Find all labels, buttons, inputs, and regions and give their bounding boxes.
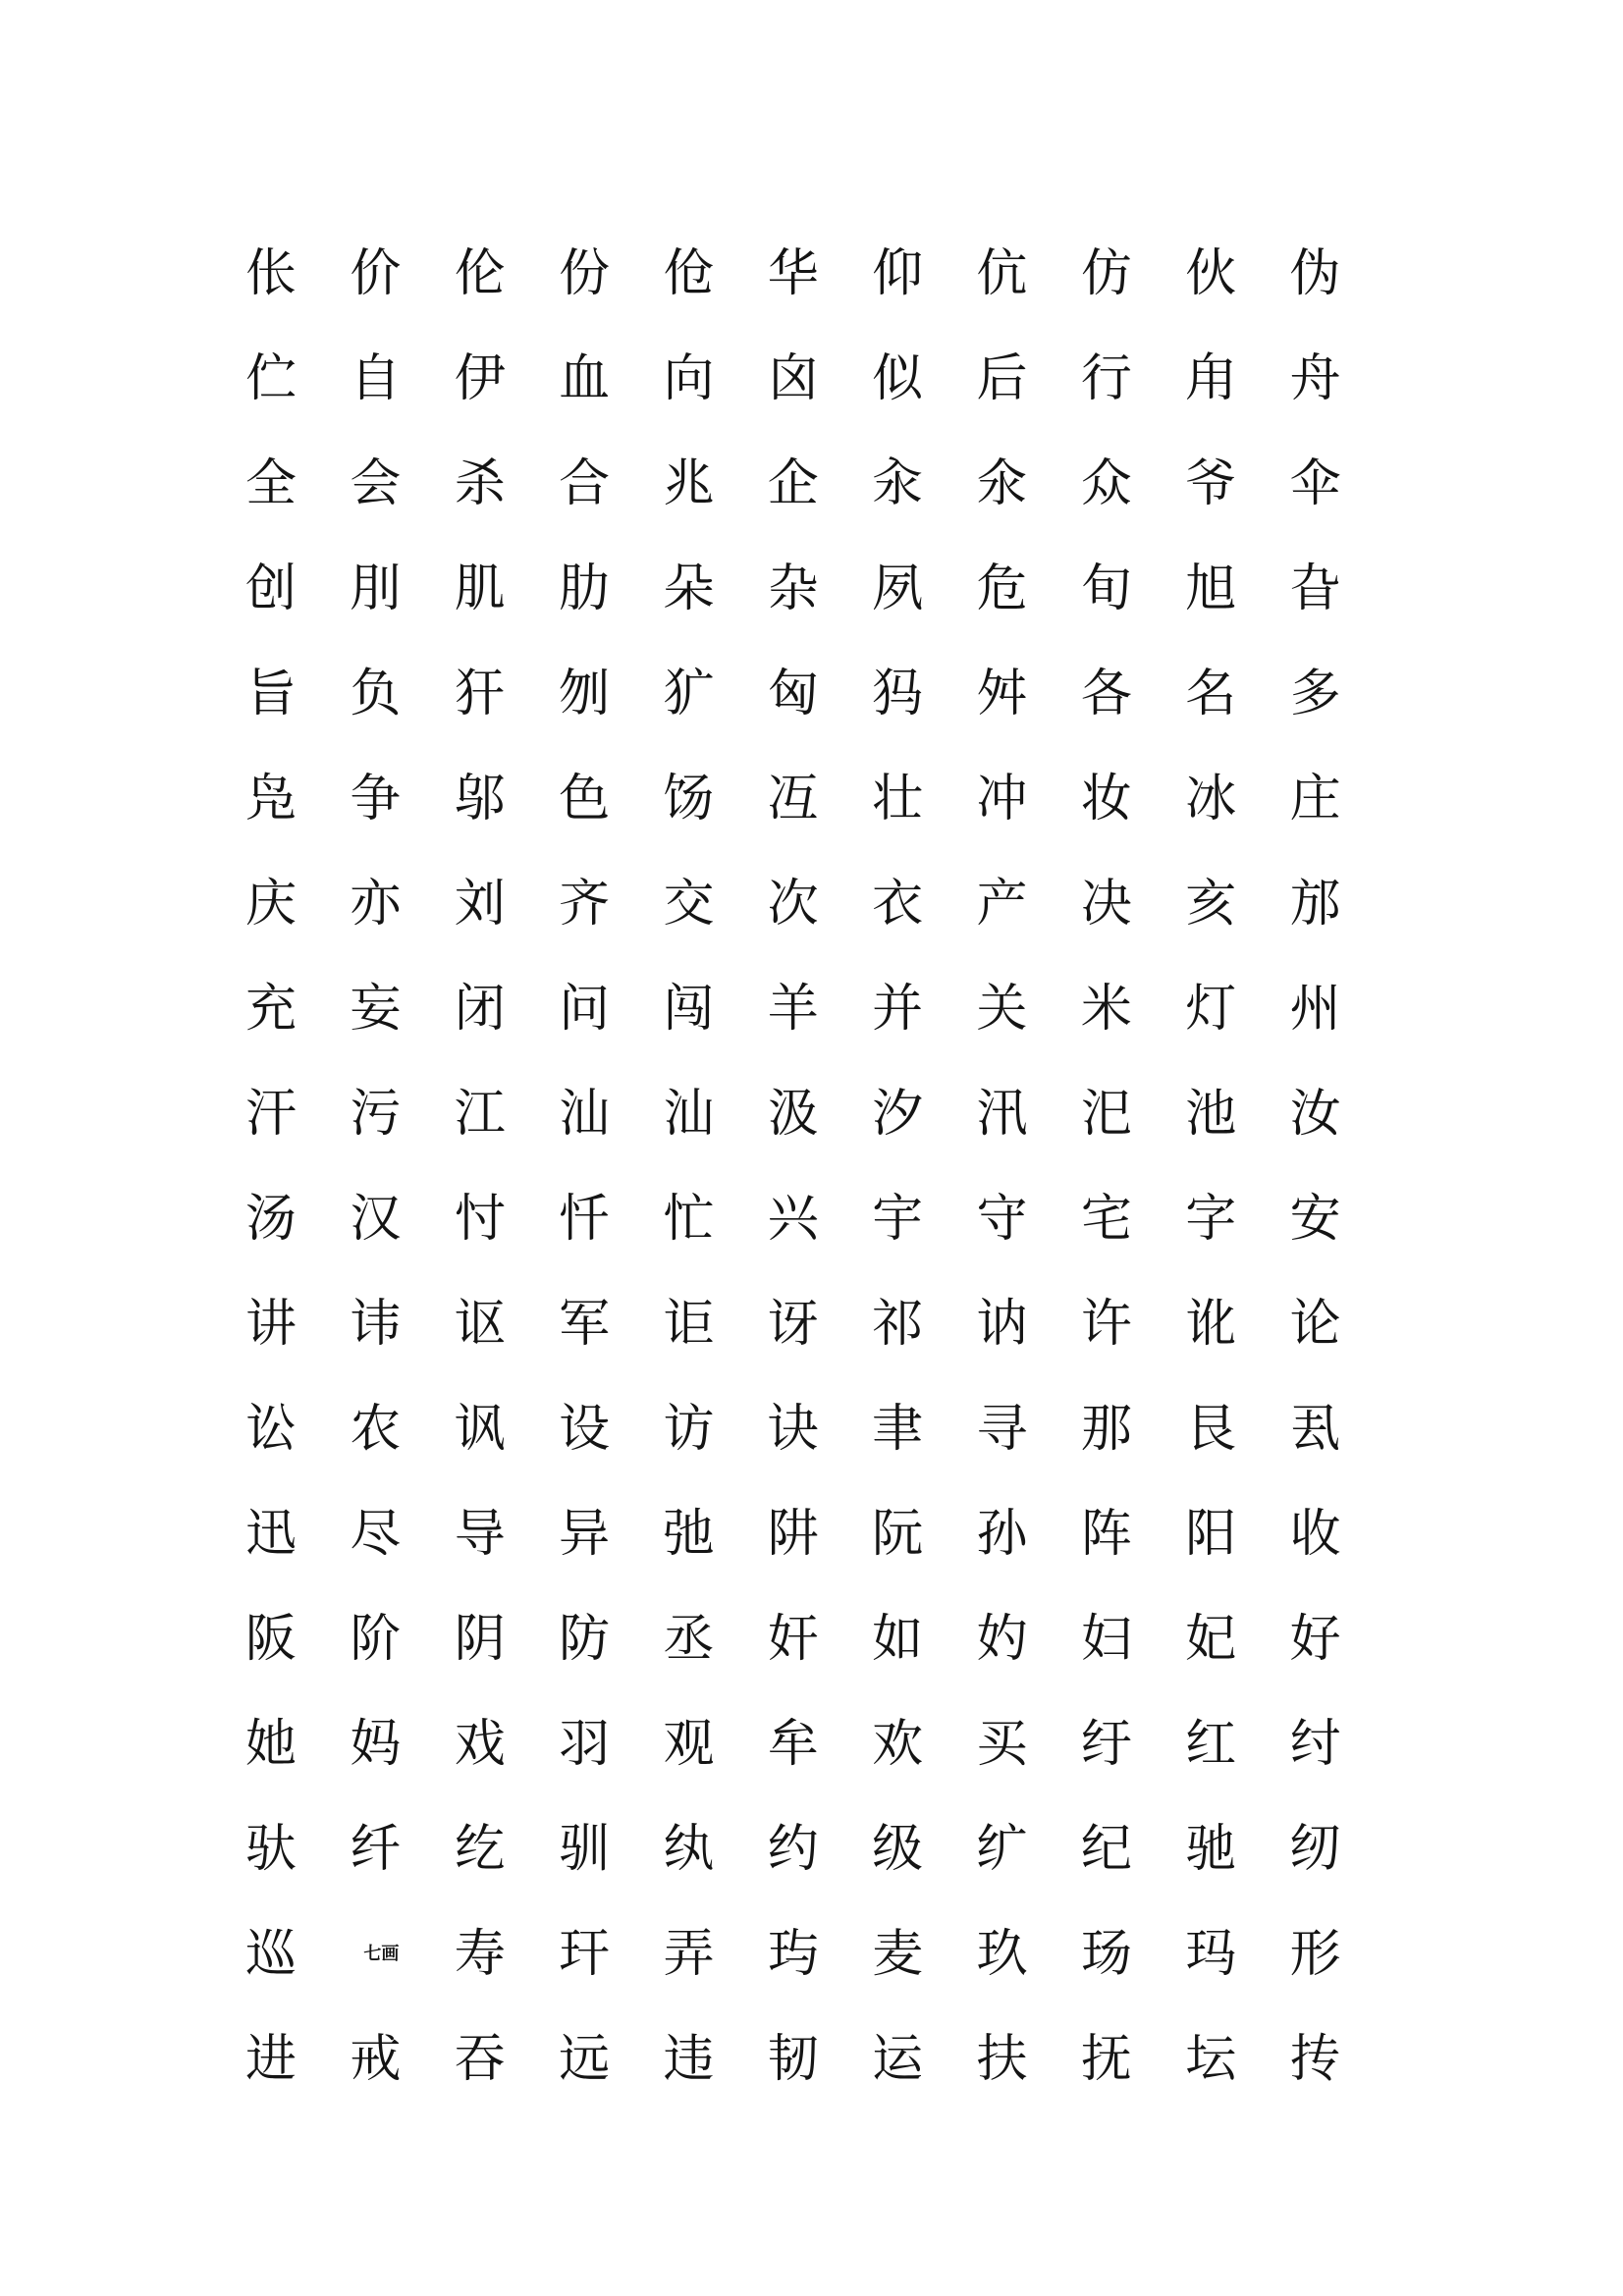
character-cell: 肌 xyxy=(454,559,506,618)
character-cell: 旬 xyxy=(1080,559,1132,618)
character-cell: 合 xyxy=(559,454,611,513)
character-cell: 兆 xyxy=(663,454,715,513)
character-cell: 孙 xyxy=(976,1504,1028,1564)
character-cell: 导 xyxy=(454,1504,506,1564)
character-row xyxy=(245,221,1394,326)
character-cell: 旮 xyxy=(1289,559,1341,618)
character-cell: 收 xyxy=(1289,1504,1341,1564)
character-cell: 汝 xyxy=(1289,1084,1341,1144)
character-cell: 寿 xyxy=(454,1924,506,1984)
character-cell: 红 xyxy=(1185,1714,1237,1774)
character-cell: 犴 xyxy=(454,664,506,723)
character-cell: 似 xyxy=(872,348,924,408)
character-cell: 闯 xyxy=(663,979,715,1039)
character-cell: 负 xyxy=(350,664,402,723)
character-row xyxy=(245,1376,1394,1481)
character-cell: 约 xyxy=(767,1819,819,1879)
character-cell: 旭 xyxy=(1185,559,1237,618)
character-cell: 夙 xyxy=(872,559,924,618)
character-cell: 讷 xyxy=(976,1294,1028,1354)
character-cell: 汕 xyxy=(663,1084,715,1144)
character-cell: 犸 xyxy=(872,664,924,723)
character-cell: 妁 xyxy=(976,1609,1028,1669)
character-cell: 冱 xyxy=(767,769,819,828)
character-cell: 江 xyxy=(454,1084,506,1144)
character-cell: 抟 xyxy=(1289,2029,1341,2089)
character-cell: 那 xyxy=(1080,1399,1132,1459)
character-cell: 艮 xyxy=(1185,1399,1237,1459)
character-cell: 阱 xyxy=(767,1504,819,1564)
character-cell: 阪 xyxy=(245,1609,298,1669)
character-cell: 驮 xyxy=(245,1819,298,1879)
character-row xyxy=(245,1796,1394,1901)
character-cell: 妃 xyxy=(1185,1609,1237,1669)
character-cell: 驰 xyxy=(1185,1819,1237,1879)
character-cell: 韧 xyxy=(767,2029,819,2089)
character-cell: 她 xyxy=(245,1714,298,1774)
character-cell: 庆 xyxy=(245,874,298,934)
character-cell: 阶 xyxy=(350,1609,402,1669)
character-cell: 汗 xyxy=(245,1084,298,1144)
character-cell: 农 xyxy=(350,1399,402,1459)
character-cell: 汛 xyxy=(976,1084,1028,1144)
character-cell: 妈 xyxy=(350,1714,402,1774)
character-cell: 争 xyxy=(350,769,402,828)
character-cell: 自 xyxy=(350,348,402,408)
character-row xyxy=(245,1061,1394,1166)
section-label: 七画 xyxy=(363,1943,400,1964)
character-row xyxy=(245,1166,1394,1271)
character-cell: 亥 xyxy=(1185,874,1237,934)
character-cell: 玙 xyxy=(767,1924,819,1984)
character-cell: 州 xyxy=(1289,979,1341,1039)
character-cell: 匈 xyxy=(767,664,819,723)
character-cell: 朵 xyxy=(663,559,715,618)
character-cell: 充 xyxy=(245,979,298,1039)
character-cell: 灯 xyxy=(1185,979,1237,1039)
character-cell: 进 xyxy=(245,2029,298,2089)
character-cell: 弛 xyxy=(663,1504,715,1564)
character-cell: 庄 xyxy=(1289,769,1341,828)
character-cell: 诀 xyxy=(767,1399,819,1459)
character-cell: 玚 xyxy=(1080,1924,1132,1984)
character-cell: 扶 xyxy=(976,2029,1028,2089)
character-cell: 忏 xyxy=(559,1189,611,1249)
character-cell: 安 xyxy=(1289,1189,1341,1249)
character-row xyxy=(245,851,1394,956)
character-cell: 设 xyxy=(559,1399,611,1459)
character-cell: 杀 xyxy=(454,454,506,513)
character-cell: 聿 xyxy=(872,1399,924,1459)
character-cell: 旨 xyxy=(245,664,298,723)
character-cell: 讶 xyxy=(767,1294,819,1354)
character-row xyxy=(245,641,1394,746)
character-row xyxy=(245,536,1394,641)
character-cell: 宅 xyxy=(1080,1189,1132,1249)
character-cell: 远 xyxy=(559,2029,611,2089)
character-cell: 玖 xyxy=(976,1924,1028,1984)
character-cell: 米 xyxy=(1080,979,1132,1039)
character-cell: 汐 xyxy=(872,1084,924,1144)
character-cell: 伞 xyxy=(1289,454,1341,513)
character-cell: 违 xyxy=(663,2029,715,2089)
character-row xyxy=(245,1271,1394,1376)
character-cell: 舟 xyxy=(1289,348,1341,408)
character-cell: 名 xyxy=(1185,664,1237,723)
character-cell: 如 xyxy=(872,1609,924,1669)
character-cell: 麦 xyxy=(872,1924,924,1984)
character-cell: 众 xyxy=(1080,454,1132,513)
character-cell: 玕 xyxy=(559,1924,611,1984)
character-row xyxy=(245,1586,1394,1691)
character-cell: 杂 xyxy=(767,559,819,618)
character-cell: 欢 xyxy=(872,1714,924,1774)
character-cell: 色 xyxy=(559,769,611,828)
character-cell: 厾 xyxy=(1289,1399,1341,1459)
character-cell: 向 xyxy=(663,348,715,408)
character-row xyxy=(245,431,1394,536)
character-cell: 羊 xyxy=(767,979,819,1039)
character-cell: 危 xyxy=(976,559,1028,618)
character-cell: 讼 xyxy=(245,1399,298,1459)
character-cell: 尽 xyxy=(350,1504,402,1564)
character-cell: 汜 xyxy=(1080,1084,1132,1144)
character-grid xyxy=(245,221,1394,2111)
character-cell: 纤 xyxy=(350,1819,402,1879)
character-cell: 玛 xyxy=(1185,1924,1237,1984)
character-cell: 汲 xyxy=(767,1084,819,1144)
character-cell: 汉 xyxy=(350,1189,402,1249)
character-cell: 产 xyxy=(976,874,1028,934)
character-cell: 丞 xyxy=(663,1609,715,1669)
character-cell: 好 xyxy=(1289,1609,1341,1669)
character-cell: 并 xyxy=(872,979,924,1039)
character-cell: 仿 xyxy=(1080,243,1132,303)
character-cell: 创 xyxy=(245,559,298,618)
character-row xyxy=(245,1481,1394,1586)
character-cell: 伪 xyxy=(1289,243,1341,303)
character-cell: 买 xyxy=(976,1714,1028,1774)
character-cell: 凫 xyxy=(245,769,298,828)
character-cell: 字 xyxy=(1185,1189,1237,1249)
character-cell: 戒 xyxy=(350,2029,402,2089)
character-cell: 多 xyxy=(1289,664,1341,723)
character-cell: 犷 xyxy=(663,664,715,723)
character-cell: 妇 xyxy=(1080,1609,1132,1669)
character-cell: 戏 xyxy=(454,1714,506,1774)
character-cell: 弄 xyxy=(663,1924,715,1984)
character-cell: 讵 xyxy=(663,1294,715,1354)
character-cell: 阮 xyxy=(872,1504,924,1564)
character-cell: 伥 xyxy=(245,243,298,303)
character-cell: 邬 xyxy=(454,769,506,828)
character-cell: 份 xyxy=(559,243,611,303)
character-cell: 价 xyxy=(350,243,402,303)
character-cell: 伧 xyxy=(663,243,715,303)
character-cell: 论 xyxy=(1289,1294,1341,1354)
character-cell: 抚 xyxy=(1080,2029,1132,2089)
character-cell: 肋 xyxy=(559,559,611,618)
character-cell: 纪 xyxy=(1080,1819,1132,1879)
character-cell: 运 xyxy=(872,2029,924,2089)
character-cell: 汆 xyxy=(872,454,924,513)
character-row xyxy=(245,1901,1394,2006)
character-cell: 交 xyxy=(663,874,715,934)
character-cell: 伊 xyxy=(454,348,506,408)
character-row xyxy=(245,746,1394,851)
character-cell: 纡 xyxy=(1080,1714,1132,1774)
character-cell: 纣 xyxy=(1289,1714,1341,1774)
character-cell: 饧 xyxy=(663,769,715,828)
character-cell: 防 xyxy=(559,1609,611,1669)
character-cell: 阴 xyxy=(454,1609,506,1669)
character-cell: 讳 xyxy=(350,1294,402,1354)
character-cell: 甪 xyxy=(1185,348,1237,408)
character-cell: 爷 xyxy=(1185,454,1237,513)
character-cell: 纥 xyxy=(454,1819,506,1879)
character-cell: 纨 xyxy=(663,1819,715,1879)
character-cell: 讽 xyxy=(454,1399,506,1459)
character-cell: 仰 xyxy=(872,243,924,303)
character-cell: 阳 xyxy=(1185,1504,1237,1564)
character-cell: 汤 xyxy=(245,1189,298,1249)
character-cell: 讲 xyxy=(245,1294,298,1354)
character-cell: 许 xyxy=(1080,1294,1132,1354)
character-cell: 冰 xyxy=(1185,769,1237,828)
character-cell: 衣 xyxy=(872,874,924,934)
character-row xyxy=(245,326,1394,431)
character-cell: 牟 xyxy=(767,1714,819,1774)
character-cell: 军 xyxy=(559,1294,611,1354)
character-cell: 形 xyxy=(1289,1924,1341,1984)
character-cell: 各 xyxy=(1080,664,1132,723)
character-cell: 兴 xyxy=(767,1189,819,1249)
character-cell: 后 xyxy=(976,348,1028,408)
character-cell: 冲 xyxy=(976,769,1028,828)
character-cell: 舛 xyxy=(976,664,1028,723)
character-cell: 级 xyxy=(872,1819,924,1879)
character-cell: 污 xyxy=(350,1084,402,1144)
character-cell: 伦 xyxy=(454,243,506,303)
character-cell: 驯 xyxy=(559,1819,611,1879)
character-cell: 吞 xyxy=(454,2029,506,2089)
character-cell: 奸 xyxy=(767,1609,819,1669)
character-cell: 伉 xyxy=(976,243,1028,303)
character-cell: 会 xyxy=(350,454,402,513)
character-cell: 伫 xyxy=(245,348,298,408)
character-cell: 巡 xyxy=(245,1924,298,1984)
character-row xyxy=(245,956,1394,1061)
character-cell: 忙 xyxy=(663,1189,715,1249)
character-cell: 壮 xyxy=(872,769,924,828)
character-cell: 讴 xyxy=(454,1294,506,1354)
character-cell: 迅 xyxy=(245,1504,298,1564)
character-cell: 血 xyxy=(559,348,611,408)
character-row xyxy=(245,2006,1394,2111)
character-cell: 汕 xyxy=(559,1084,611,1144)
character-cell: 华 xyxy=(767,243,819,303)
character-cell: 讹 xyxy=(1185,1294,1237,1354)
character-cell: 企 xyxy=(767,454,819,513)
character-row xyxy=(245,1691,1394,1796)
character-cell: 囟 xyxy=(767,348,819,408)
character-cell: 祁 xyxy=(872,1294,924,1354)
character-cell: 氽 xyxy=(976,454,1028,513)
character-cell: 次 xyxy=(767,874,819,934)
character-cell: 全 xyxy=(245,454,298,513)
character-cell: 访 xyxy=(663,1399,715,1459)
character-cell: 行 xyxy=(1080,348,1132,408)
character-cell: 妄 xyxy=(350,979,402,1039)
character-cell: 羽 xyxy=(559,1714,611,1774)
character-cell: 异 xyxy=(559,1504,611,1564)
character-cell: 刎 xyxy=(559,664,611,723)
character-cell: 纫 xyxy=(1289,1819,1341,1879)
character-cell: 妆 xyxy=(1080,769,1132,828)
character-cell: 决 xyxy=(1080,874,1132,934)
character-cell: 守 xyxy=(976,1189,1028,1249)
character-cell: 关 xyxy=(976,979,1028,1039)
character-cell: 闭 xyxy=(454,979,506,1039)
character-cell: 纩 xyxy=(976,1819,1028,1879)
character-cell: 刖 xyxy=(350,559,402,618)
character-cell: 齐 xyxy=(559,874,611,934)
character-cell: 坛 xyxy=(1185,2029,1237,2089)
character-cell: 观 xyxy=(663,1714,715,1774)
character-cell: 问 xyxy=(559,979,611,1039)
character-cell: 亦 xyxy=(350,874,402,934)
character-cell: 刘 xyxy=(454,874,506,934)
character-cell: 忖 xyxy=(454,1189,506,1249)
character-cell: 寻 xyxy=(976,1399,1028,1459)
character-cell: 阵 xyxy=(1080,1504,1132,1564)
character-cell: 邡 xyxy=(1289,874,1341,934)
character-cell: 伙 xyxy=(1185,243,1237,303)
character-cell: 宇 xyxy=(872,1189,924,1249)
character-cell: 池 xyxy=(1185,1084,1237,1144)
